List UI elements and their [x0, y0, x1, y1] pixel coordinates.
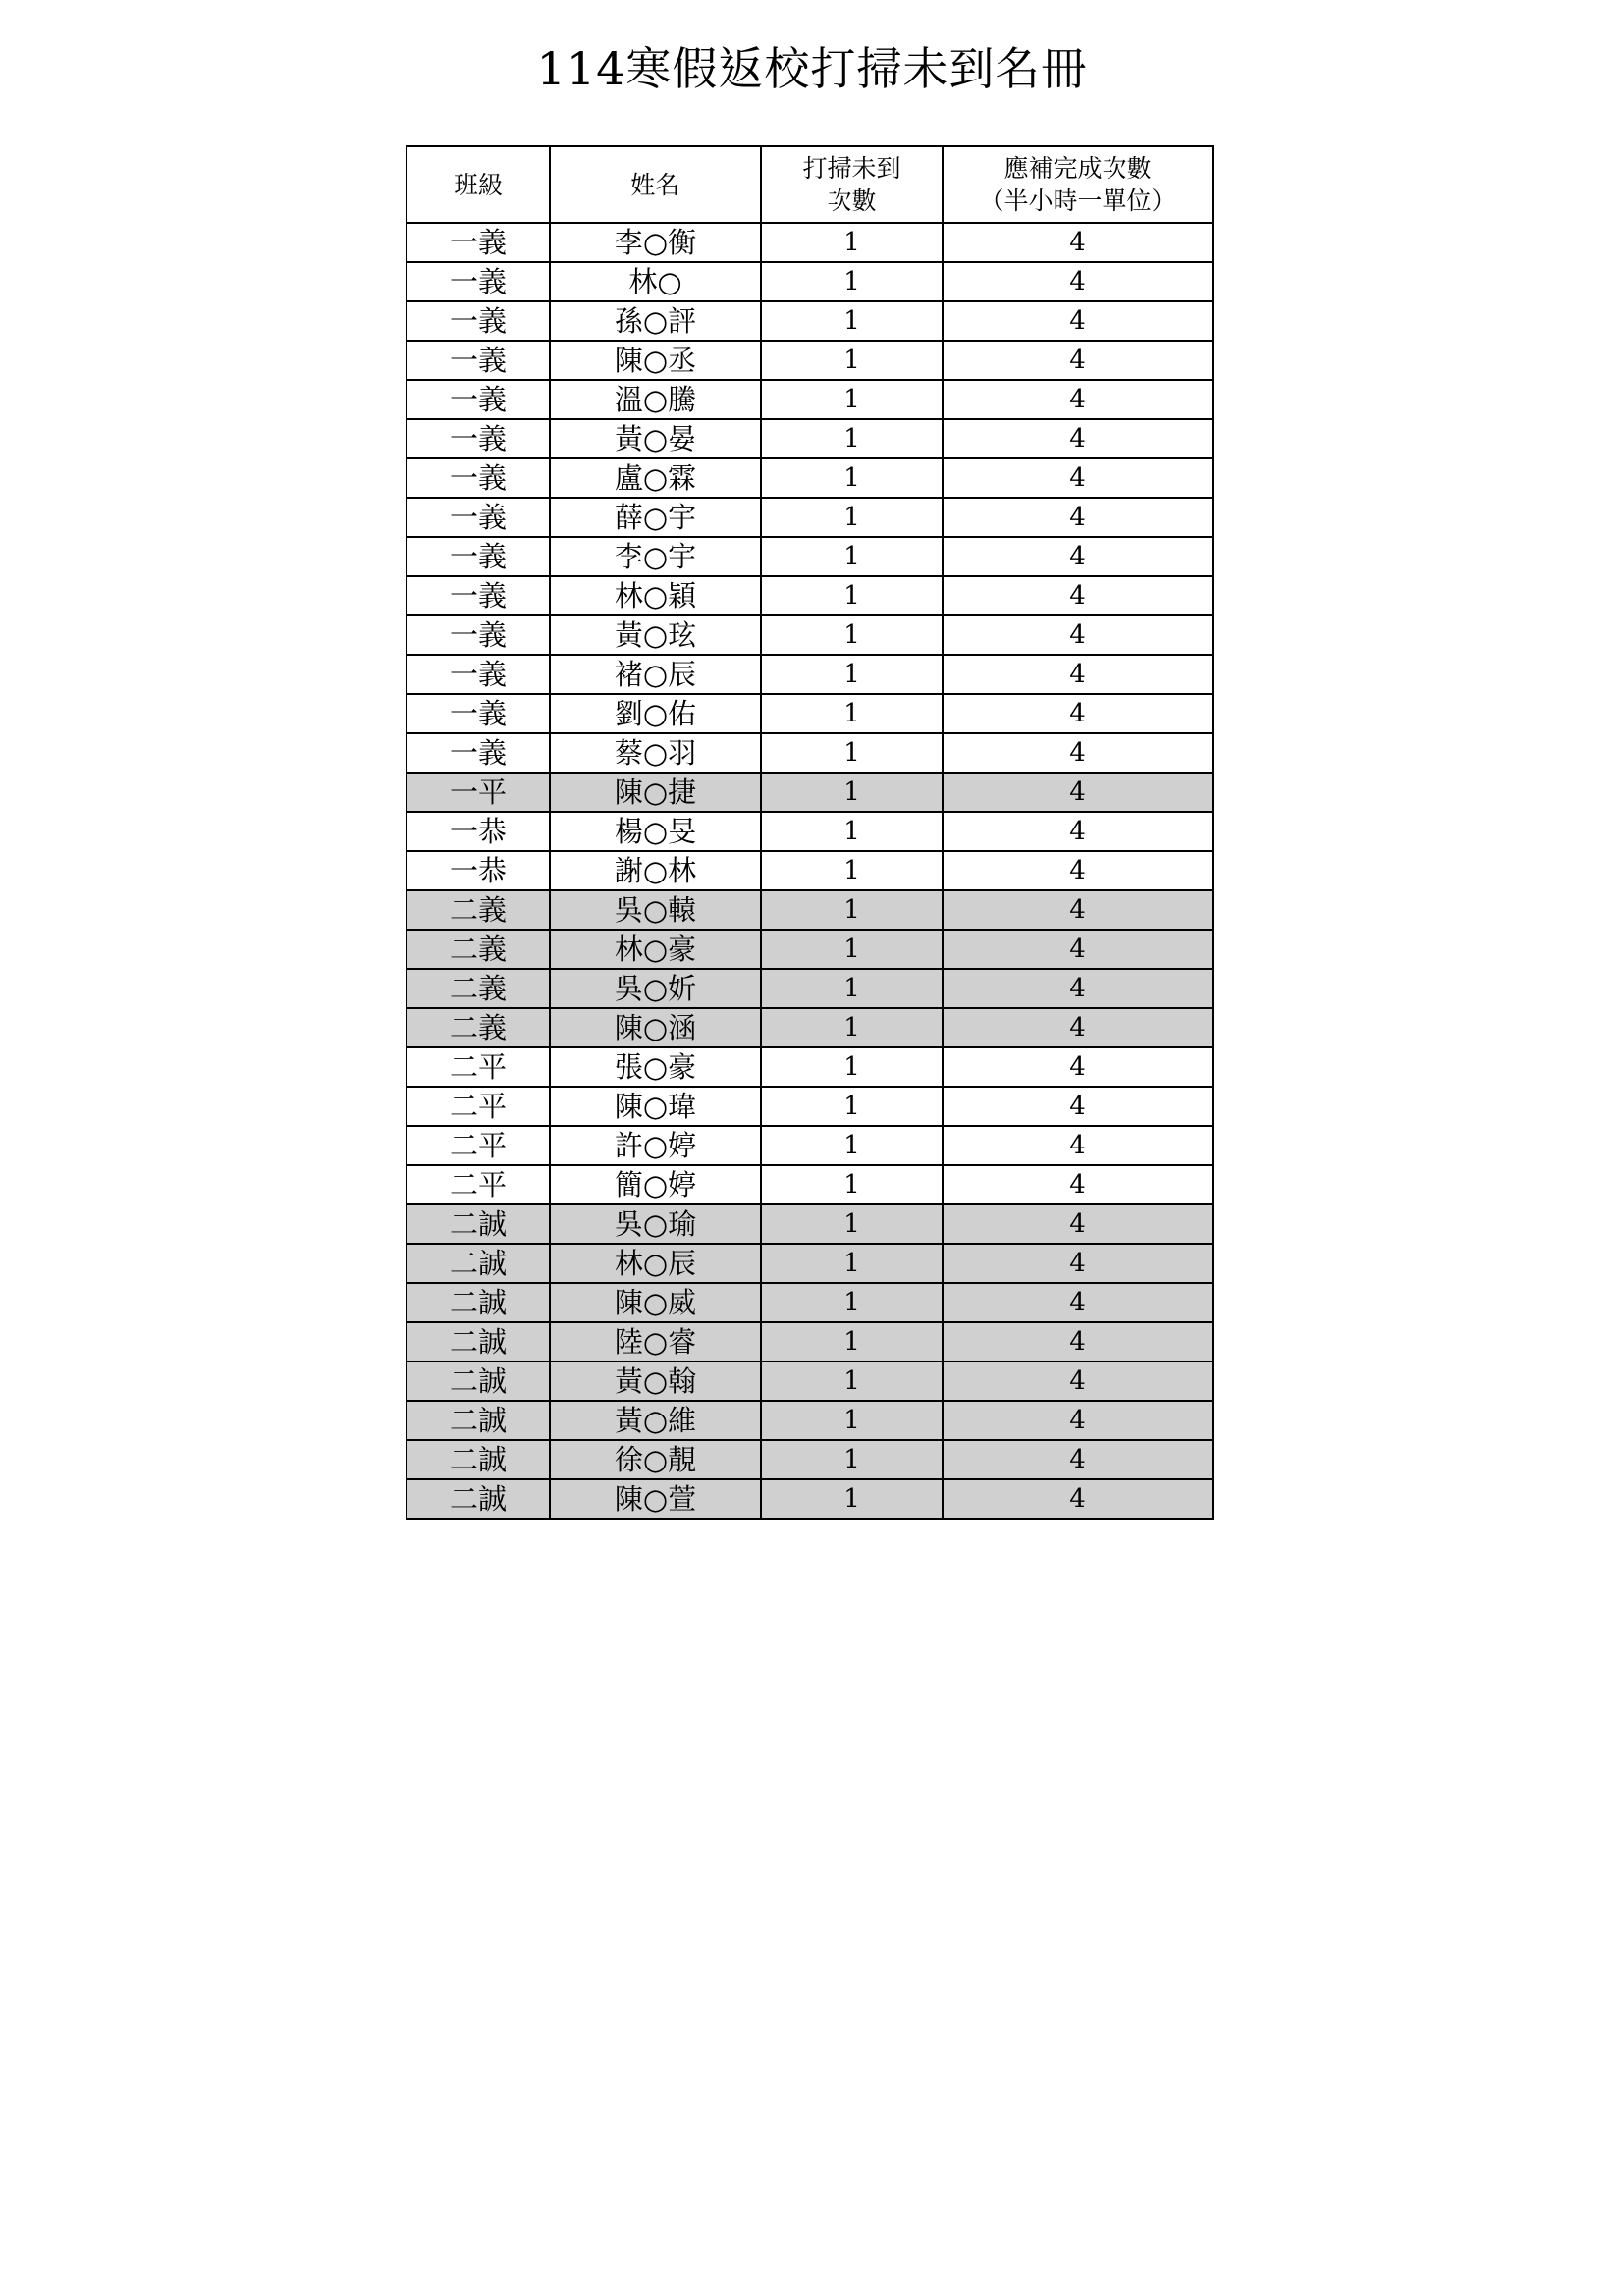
- cell-missed-count: 1: [761, 969, 943, 1008]
- table-row: [406, 694, 1213, 733]
- cell-class: 二誠: [406, 1362, 550, 1401]
- cell-makeup-count: 4: [943, 1126, 1213, 1165]
- cell-name: 簡○婷: [550, 1165, 761, 1204]
- cell-class: 二誠: [406, 1283, 550, 1322]
- cell-name: 林○穎: [550, 576, 761, 615]
- cell-makeup-count: 4: [943, 615, 1213, 655]
- cell-makeup-count: 4: [943, 1479, 1213, 1519]
- cell-name: 許○婷: [550, 1126, 761, 1165]
- cell-name: 李○衡: [550, 223, 761, 262]
- cell-class: 一義: [406, 419, 550, 458]
- cell-class: 一義: [406, 380, 550, 419]
- cell-name: 林○: [550, 262, 761, 301]
- table-row: [406, 537, 1213, 576]
- cell-class: 二義: [406, 890, 550, 930]
- cell-name: 徐○靚: [550, 1440, 761, 1479]
- table-row: [406, 890, 1213, 930]
- table-row: [406, 773, 1213, 812]
- cell-class: 一平: [406, 773, 550, 812]
- cell-missed-count: 1: [761, 694, 943, 733]
- cell-makeup-count: 4: [943, 1204, 1213, 1244]
- page-title: 114寒假返校打掃未到名冊: [536, 42, 1088, 95]
- cell-name: 張○豪: [550, 1047, 761, 1087]
- column-header-makeup-count-line2: （半小時一單位）: [979, 187, 1176, 215]
- cell-name: 黃○晏: [550, 419, 761, 458]
- cell-makeup-count: 4: [943, 1283, 1213, 1322]
- cell-class: 二誠: [406, 1204, 550, 1244]
- header-row: [406, 146, 1213, 223]
- table-row: [406, 301, 1213, 341]
- table-row: [406, 1401, 1213, 1440]
- table-row: [406, 969, 1213, 1008]
- column-header-missed-count: [761, 146, 943, 223]
- cell-class: 二義: [406, 1008, 550, 1047]
- cell-class: 一義: [406, 262, 550, 301]
- cell-class: 一義: [406, 537, 550, 576]
- table-row: [406, 576, 1213, 615]
- cell-missed-count: 1: [761, 851, 943, 890]
- cell-makeup-count: 4: [943, 223, 1213, 262]
- cell-class: 一義: [406, 694, 550, 733]
- cell-makeup-count: 4: [943, 1165, 1213, 1204]
- cell-name: 陳○瑋: [550, 1087, 761, 1126]
- cell-name: 黃○翰: [550, 1362, 761, 1401]
- cell-missed-count: 1: [761, 615, 943, 655]
- cell-makeup-count: 4: [943, 262, 1213, 301]
- cell-class: 二平: [406, 1126, 550, 1165]
- cell-missed-count: 1: [761, 223, 943, 262]
- cell-makeup-count: 4: [943, 1244, 1213, 1283]
- cell-class: 二誠: [406, 1440, 550, 1479]
- table-row: [406, 655, 1213, 694]
- roster-table: [406, 145, 1214, 1520]
- column-header-class-label: 班級: [453, 170, 503, 199]
- cell-makeup-count: 4: [943, 1401, 1213, 1440]
- cell-name: 陸○睿: [550, 1322, 761, 1362]
- cell-name: 陳○萱: [550, 1479, 761, 1519]
- cell-class: 二誠: [406, 1479, 550, 1519]
- cell-class: 一義: [406, 341, 550, 380]
- table-row: [406, 1244, 1213, 1283]
- cell-missed-count: 1: [761, 301, 943, 341]
- table-row: [406, 458, 1213, 498]
- table-row: [406, 1126, 1213, 1165]
- cell-class: 一義: [406, 301, 550, 341]
- cell-missed-count: 1: [761, 1008, 943, 1047]
- cell-missed-count: 1: [761, 380, 943, 419]
- cell-name: 孫○評: [550, 301, 761, 341]
- cell-name: 李○宇: [550, 537, 761, 576]
- cell-class: 一恭: [406, 851, 550, 890]
- cell-missed-count: 1: [761, 930, 943, 969]
- table-row: [406, 1204, 1213, 1244]
- cell-name: 林○豪: [550, 930, 761, 969]
- cell-class: 一義: [406, 458, 550, 498]
- column-header-makeup-count: [943, 146, 1213, 223]
- cell-makeup-count: 4: [943, 1087, 1213, 1126]
- cell-class: 二平: [406, 1165, 550, 1204]
- cell-class: 一義: [406, 655, 550, 694]
- column-header-missed-count-line1: 打掃未到: [802, 154, 901, 183]
- cell-makeup-count: 4: [943, 773, 1213, 812]
- cell-name: 陳○涵: [550, 1008, 761, 1047]
- column-header-missed-count-line2: 次數: [827, 187, 877, 215]
- cell-makeup-count: 4: [943, 1322, 1213, 1362]
- cell-makeup-count: 4: [943, 419, 1213, 458]
- cell-name: 褚○辰: [550, 655, 761, 694]
- cell-missed-count: 1: [761, 1126, 943, 1165]
- table-row: [406, 1322, 1213, 1362]
- cell-class: 二誠: [406, 1401, 550, 1440]
- cell-name: 陳○丞: [550, 341, 761, 380]
- table-row: [406, 1087, 1213, 1126]
- cell-name: 謝○林: [550, 851, 761, 890]
- table-row: [406, 851, 1213, 890]
- cell-class: 一義: [406, 733, 550, 773]
- cell-class: 一義: [406, 615, 550, 655]
- column-header-name-label: 姓名: [630, 170, 680, 199]
- cell-makeup-count: 4: [943, 458, 1213, 498]
- column-header-makeup-count-line1: 應補完成次數: [1003, 154, 1152, 183]
- cell-missed-count: 1: [761, 1204, 943, 1244]
- cell-missed-count: 1: [761, 1362, 943, 1401]
- cell-class: 二義: [406, 930, 550, 969]
- cell-makeup-count: 4: [943, 694, 1213, 733]
- table-row: [406, 223, 1213, 262]
- cell-name: 陳○捷: [550, 773, 761, 812]
- table-row: [406, 419, 1213, 458]
- cell-missed-count: 1: [761, 341, 943, 380]
- table-row: [406, 498, 1213, 537]
- cell-name: 劉○佑: [550, 694, 761, 733]
- cell-makeup-count: 4: [943, 1008, 1213, 1047]
- table-row: [406, 615, 1213, 655]
- cell-name: 黃○玹: [550, 615, 761, 655]
- cell-missed-count: 1: [761, 773, 943, 812]
- table-row: [406, 733, 1213, 773]
- cell-class: 一恭: [406, 812, 550, 851]
- cell-missed-count: 1: [761, 1401, 943, 1440]
- cell-missed-count: 1: [761, 812, 943, 851]
- cell-makeup-count: 4: [943, 1362, 1213, 1401]
- cell-class: 二誠: [406, 1244, 550, 1283]
- table-row: [406, 930, 1213, 969]
- cell-makeup-count: 4: [943, 341, 1213, 380]
- cell-class: 二誠: [406, 1322, 550, 1362]
- cell-missed-count: 1: [761, 1244, 943, 1283]
- cell-makeup-count: 4: [943, 537, 1213, 576]
- cell-makeup-count: 4: [943, 812, 1213, 851]
- cell-name: 薛○宇: [550, 498, 761, 537]
- cell-makeup-count: 4: [943, 1047, 1213, 1087]
- roster-table-container: [406, 145, 1212, 1520]
- table-row: [406, 1479, 1213, 1519]
- cell-name: 黃○維: [550, 1401, 761, 1440]
- cell-missed-count: 1: [761, 458, 943, 498]
- cell-name: 盧○霖: [550, 458, 761, 498]
- cell-name: 吳○妡: [550, 969, 761, 1008]
- cell-missed-count: 1: [761, 655, 943, 694]
- table-row: [406, 1362, 1213, 1401]
- cell-missed-count: 1: [761, 1479, 943, 1519]
- table-row: [406, 1165, 1213, 1204]
- cell-class: 一義: [406, 223, 550, 262]
- cell-missed-count: 1: [761, 419, 943, 458]
- cell-class: 二義: [406, 969, 550, 1008]
- table-row: [406, 380, 1213, 419]
- cell-name: 溫○騰: [550, 380, 761, 419]
- cell-missed-count: 1: [761, 1440, 943, 1479]
- cell-missed-count: 1: [761, 733, 943, 773]
- cell-missed-count: 1: [761, 1047, 943, 1087]
- cell-name: 陳○威: [550, 1283, 761, 1322]
- cell-name: 吳○轅: [550, 890, 761, 930]
- cell-missed-count: 1: [761, 1322, 943, 1362]
- table-header: [406, 146, 1213, 223]
- cell-class: 二平: [406, 1047, 550, 1087]
- cell-name: 林○辰: [550, 1244, 761, 1283]
- cell-makeup-count: 4: [943, 890, 1213, 930]
- cell-missed-count: 1: [761, 1165, 943, 1204]
- table-row: [406, 341, 1213, 380]
- cell-makeup-count: 4: [943, 1440, 1213, 1479]
- cell-makeup-count: 4: [943, 733, 1213, 773]
- table-body: [406, 223, 1213, 1519]
- cell-makeup-count: 4: [943, 498, 1213, 537]
- column-header-class: [406, 146, 550, 223]
- table-row: [406, 1283, 1213, 1322]
- cell-makeup-count: 4: [943, 655, 1213, 694]
- cell-makeup-count: 4: [943, 301, 1213, 341]
- table-row: [406, 262, 1213, 301]
- cell-name: 楊○旻: [550, 812, 761, 851]
- cell-class: 一義: [406, 576, 550, 615]
- cell-missed-count: 1: [761, 498, 943, 537]
- cell-makeup-count: 4: [943, 969, 1213, 1008]
- cell-name: 吳○瑜: [550, 1204, 761, 1244]
- table-row: [406, 1047, 1213, 1087]
- cell-class: 一義: [406, 498, 550, 537]
- cell-missed-count: 1: [761, 576, 943, 615]
- cell-makeup-count: 4: [943, 380, 1213, 419]
- cell-name: 蔡○羽: [550, 733, 761, 773]
- column-header-name: [550, 146, 761, 223]
- cell-missed-count: 1: [761, 262, 943, 301]
- cell-missed-count: 1: [761, 890, 943, 930]
- cell-missed-count: 1: [761, 537, 943, 576]
- table-row: [406, 1440, 1213, 1479]
- cell-makeup-count: 4: [943, 851, 1213, 890]
- cell-makeup-count: 4: [943, 576, 1213, 615]
- cell-missed-count: 1: [761, 1283, 943, 1322]
- cell-makeup-count: 4: [943, 930, 1213, 969]
- table-row: [406, 1008, 1213, 1047]
- cell-class: 二平: [406, 1087, 550, 1126]
- table-row: [406, 812, 1213, 851]
- cell-missed-count: 1: [761, 1087, 943, 1126]
